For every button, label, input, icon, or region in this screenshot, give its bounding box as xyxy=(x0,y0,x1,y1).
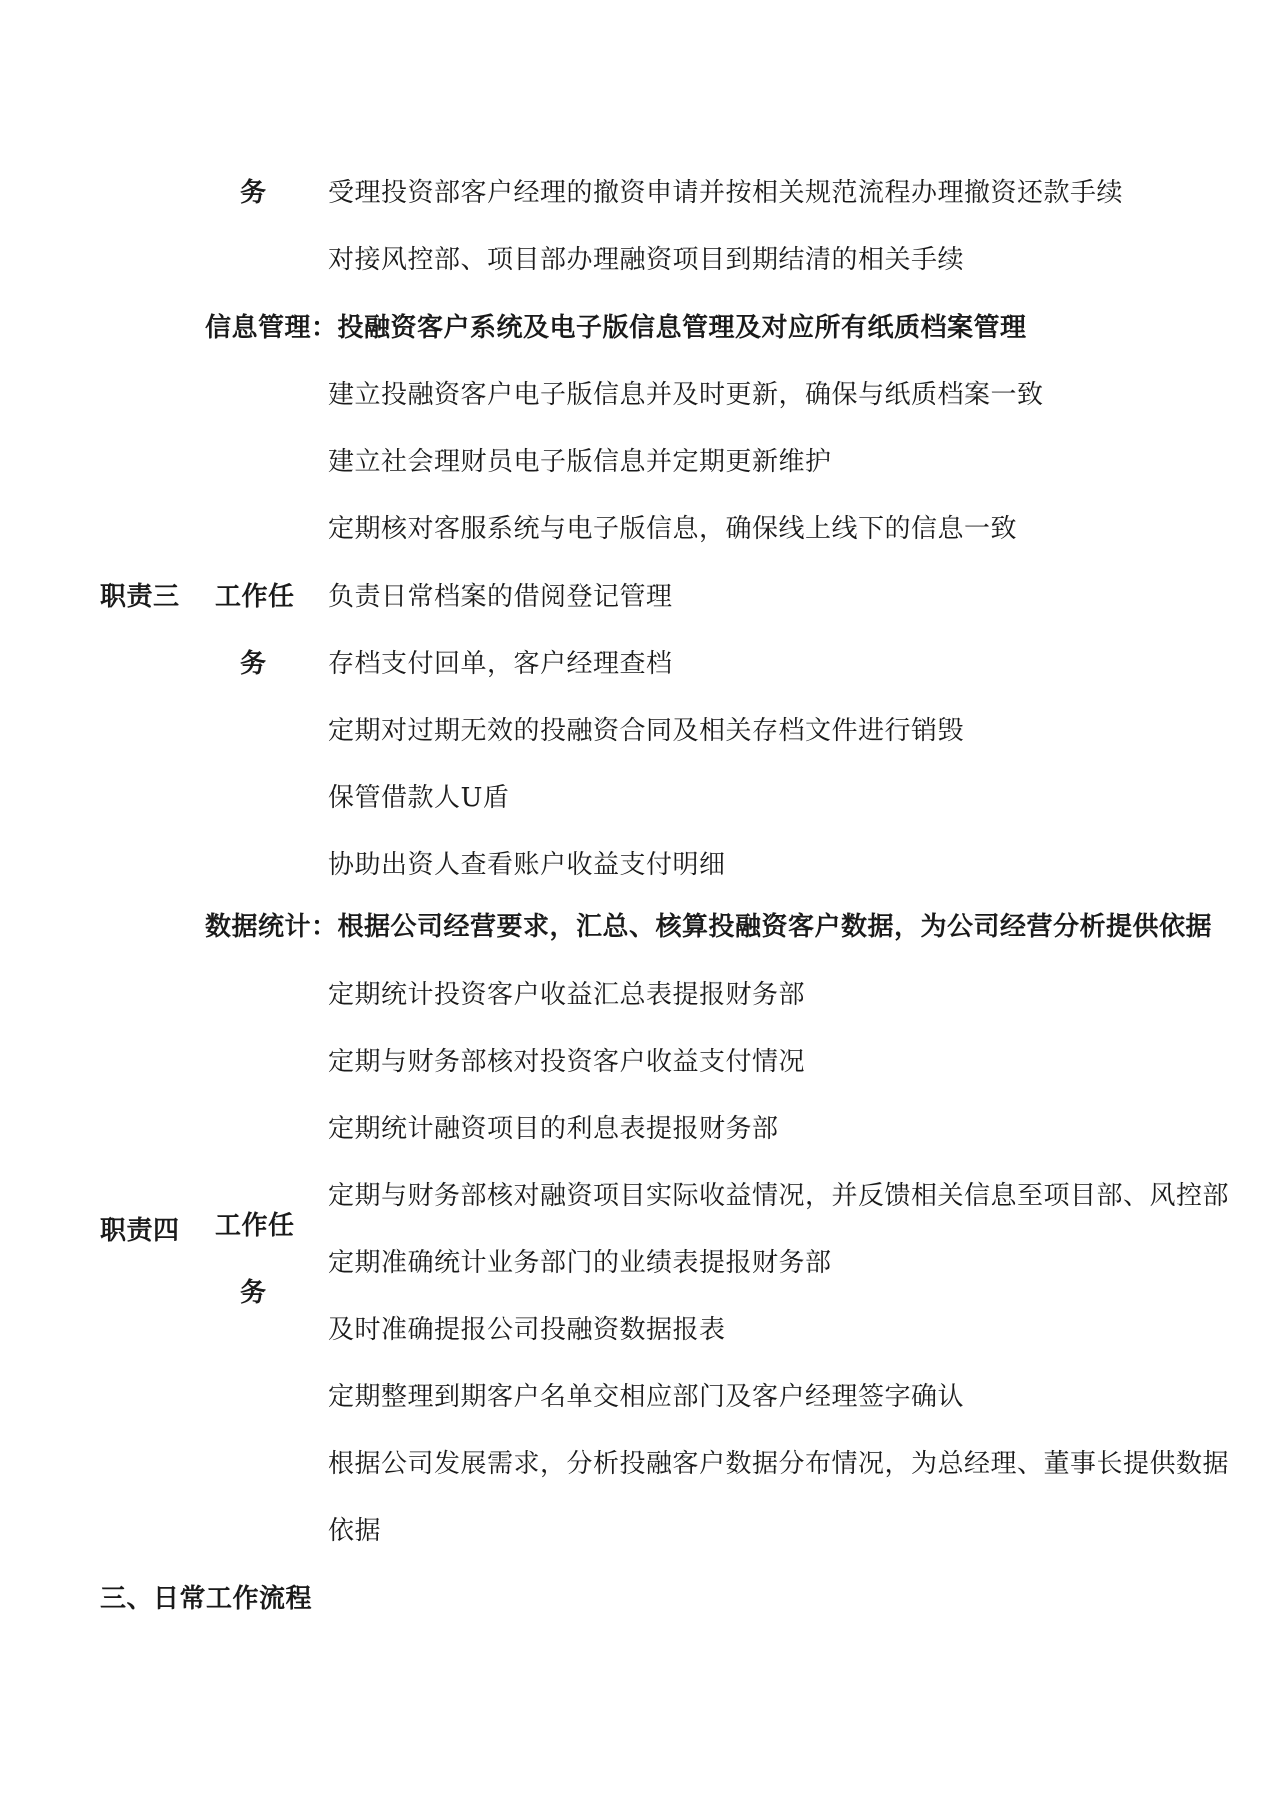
duty4-task-label-cont: 务 xyxy=(240,1278,267,1308)
duty3-item: 保管借款人U盾 xyxy=(328,783,510,813)
data-stats-heading xyxy=(205,910,1212,944)
duty4-item: 定期与财务部核对投资客户收益支付情况 xyxy=(328,1047,806,1077)
info-mgmt-label: 信息管理： xyxy=(205,313,338,343)
task-item: 对接风控部、项目部办理融资项目到期结清的相关手续 xyxy=(328,245,965,275)
info-item: 建立投融资客户电子版信息并及时更新，确保与纸质档案一致 xyxy=(328,380,1044,410)
duty4-item: 根据公司发展需求，分析投融客户数据分布情况，为总经理、董事长提供数据 xyxy=(328,1449,1230,1479)
info-item: 定期核对客服系统与电子版信息，确保线上线下的信息一致 xyxy=(328,514,1018,544)
info-mgmt-text: 投融资客户系统及电子版信息管理及对应所有纸质档案管理 xyxy=(337,313,1027,343)
duty3-item: 存档支付回单，客户经理查档 xyxy=(328,649,673,679)
duty3-item: 协助出资人查看账户收益支付明细 xyxy=(328,850,726,880)
section-heading: 三、日常工作流程 xyxy=(100,1584,313,1614)
duty4-item: 定期准确统计业务部门的业绩表提报财务部 xyxy=(328,1248,832,1278)
duty3-task-label: 工作任 xyxy=(215,582,295,612)
duty4-task-label: 工作任 xyxy=(215,1211,295,1241)
data-stats-label: 数据统计： xyxy=(205,912,338,942)
data-stats-text: 根据公司经营要求，汇总、核算投融资客户数据，为公司经营分析提供依据 xyxy=(337,912,1213,942)
info-item: 建立社会理财员电子版信息并定期更新维护 xyxy=(328,447,832,477)
duty4-item: 定期统计投资客户收益汇总表提报财务部 xyxy=(328,980,806,1010)
duty4-item: 定期统计融资项目的利息表提报财务部 xyxy=(328,1114,779,1144)
duty4-label: 职责四 xyxy=(100,1216,180,1246)
duty3-task-label-cont: 务 xyxy=(240,649,267,679)
duty3-item: 定期对过期无效的投融资合同及相关存档文件进行销毁 xyxy=(328,716,965,746)
duty4-item: 定期与财务部核对融资项目实际收益情况，并反馈相关信息至项目部、风控部 xyxy=(328,1181,1230,1211)
task-label-continued: 务 xyxy=(240,178,267,208)
info-mgmt-heading xyxy=(205,311,1027,345)
duty4-item: 依据 xyxy=(328,1516,382,1546)
task-item: 受理投资部客户经理的撤资申请并按相关规范流程办理撤资还款手续 xyxy=(328,178,1124,208)
duty4-item: 及时准确提报公司投融资数据报表 xyxy=(328,1315,726,1345)
duty4-item: 定期整理到期客户名单交相应部门及客户经理签字确认 xyxy=(328,1382,965,1412)
duty3-item: 负责日常档案的借阅登记管理 xyxy=(328,582,673,612)
duty3-label: 职责三 xyxy=(100,582,180,612)
